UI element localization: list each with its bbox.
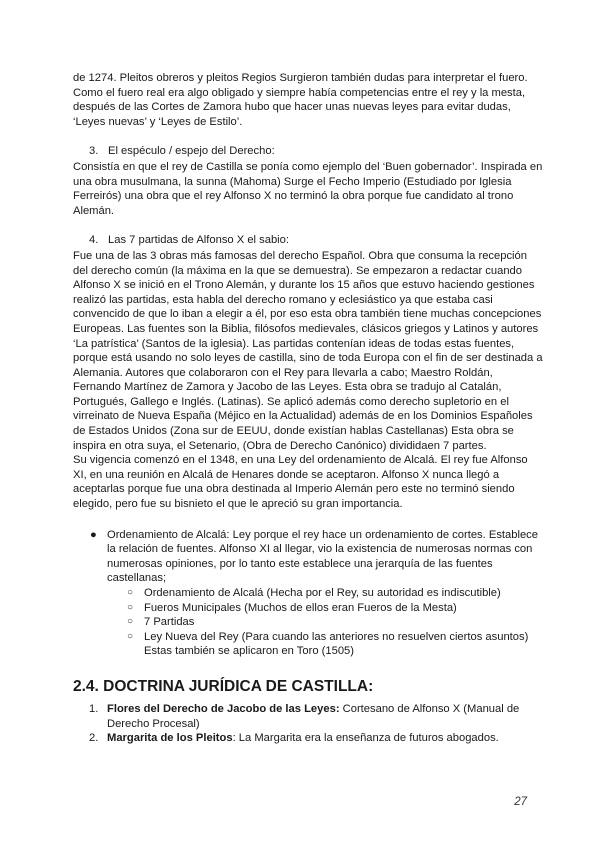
- sub-item-text: Ordenamiento de Alcalá (Hecha por el Rey, su autoridad es indiscutible): [144, 587, 501, 599]
- bullet-icon: ●: [90, 528, 97, 541]
- item-3: [73, 144, 543, 218]
- intro-paragraph: de 1274. Pleitos obreros y pleitos Regios Surgieron también dudas para interpretar el fuero. Como el fuero real era algo obligado y siempre había competencias entre el rey y la mesta, después de las Cortes de Zamora hubo que hacer unas nuevas leyes para evitar dudas, ‘Leyes nuevas’ y ‘Leyes de Estilo’.: [73, 72, 528, 128]
- sub-item-text: Ley Nueva del Rey (Para cuando las anteriores no resuelven ciertos asuntos) Estas también se aplicaron en Toro (1505): [144, 630, 529, 658]
- item-title: Flores del Derecho de Jacobo de las Leyes:: [107, 702, 340, 715]
- sub-list-item: [73, 586, 543, 601]
- doctrine-list: [73, 702, 543, 746]
- circle-bullet-icon: ○: [127, 630, 134, 642]
- item-title: Margarita de los Pleitos: [107, 732, 233, 745]
- item-3-number: 3.: [89, 145, 99, 158]
- section-title: 2.4. DOCTRINA JURÍDICA DE CASTILLA:: [73, 677, 374, 695]
- item-3-heading-text: El espéculo / espejo del Derecho:: [108, 145, 275, 158]
- circle-bullet-icon: ○: [127, 601, 134, 613]
- bullet-text: Ordenamiento de Alcalá: Ley porque el rey hace un ordenamiento de cortes. Establece la relación de fuentes. Alfonso XI al llegar, vio la existencia de numerosas normas con numerosas opiniones, por lo tanto este establece una jerarquía de las fuentes castellanas;: [107, 528, 538, 585]
- list-item: [73, 731, 543, 746]
- page-number: 27: [514, 796, 527, 808]
- sub-list-item: [73, 630, 543, 659]
- item-number: 1.: [89, 702, 99, 715]
- item-number: 2.: [89, 732, 99, 745]
- sub-list-item: [73, 601, 543, 616]
- item-4-number: 4.: [89, 234, 99, 247]
- sub-item-text: 7 Partidas: [144, 616, 195, 629]
- bullet-list: [73, 528, 543, 659]
- sub-item-text: Fueros Municipales (Muchos de ellos eran Fueros de la Mesta): [144, 601, 457, 614]
- item-4-heading-text: Las 7 partidas de Alfonso X el sabio:: [108, 234, 289, 247]
- item-3-text: Consistía en que el rey de Castilla se ponía como ejemplo del ‘Buen gobernador’. Inspirada en una obra musulmana, la sunna (Mahoma) Surge el Fecho Imperio (Estudiado por Iglesia Ferreirós) una obra que el rey Alfonso X no terminó la obra porque fue candidato al trono Alemán.: [73, 160, 543, 217]
- item-4-text: Fue una de las 3 obras más famosas del derecho Español. Obra que consuma la recepción del derecho común (la máxima en la que se demuestra). Se empezaron a redactar cuando Alfonso X se inició en el Trono Alemán, y durante los 15 años que estuvo haciendo gestiones realizó las partidas, esta habla del derecho romano y eclesiástico ya que estaba casi convencido de que lo iban a elegir a él, por eso esta obra también tiene muchas concepciones Europeas. Las fuentes son la Biblia, filósofos medievales, clásicos griegos y Latinos y autores ‘La patrística’ (Santos de la iglesia). Las partidas contenían ideas de todas estas fuentes, porque está usando no solo leyes de castilla, sino de toda Europa con el fin de ser destinada a Alemania. Autores que colaboraron con el Rey para llevarla a cabo; Maestro Roldán, Fernando Martínez de Zamora y Jacobo de las Leyes. Esta obra se tradujo al Catalán, Portugués, Gallego e Inglés. (Latinas). Se aplicó además como derecho supletorio en el virreinato de Nueva España (Méjico en la Actualidad) además de en los Dominios Españoles de Estados Unidos (Zona sur de EEUU, donde existían hablas Castellanas) Esta obra se inspira en otra suya, el Setenario, (Obra de Derecho Canónico) divididaen 7 partes.: [73, 249, 543, 452]
- sub-list-item: [73, 615, 543, 630]
- item-3-heading: [73, 144, 543, 159]
- list-item: [73, 702, 543, 731]
- sub-list: [107, 586, 543, 659]
- circle-bullet-icon: ○: [127, 616, 134, 628]
- item-4-heading: [73, 233, 543, 248]
- item-text: : La Margarita era la enseñanza de futuros abogados.: [232, 732, 499, 745]
- item-4: [73, 233, 543, 511]
- item-4-text-2: Su vigencia comenzó en el 1348, en una Ley del ordenamiento de Alcalá. El rey fue Alfonso XI, en una reunión en Alcalá de Henares donde se aceptaron. Alfonso X nunca llegó a aceptarlas porque fue una obra destinada al Imperio Alemán pero este no terminó siendo elegido, pero fue su bisnieto el que le apreció su gran importancia.: [73, 454, 528, 511]
- item-text: Cortesano de Alfonso X (Manual de Derecho Procesal): [107, 702, 520, 730]
- list-item: [73, 528, 543, 659]
- page-content: [73, 71, 543, 746]
- circle-bullet-icon: ○: [127, 587, 134, 598]
